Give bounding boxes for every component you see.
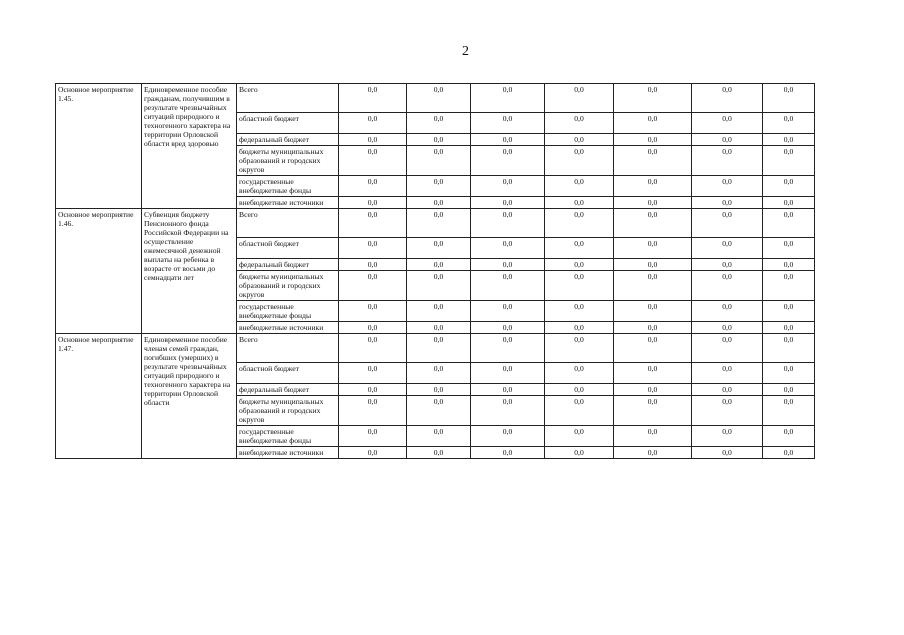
value-cell: 0,0 xyxy=(407,384,471,396)
value-cell: 0,0 xyxy=(545,134,614,146)
value-cell: 0,0 xyxy=(407,209,471,238)
table-row-total xyxy=(56,334,815,363)
value-cell: 0,0 xyxy=(339,322,407,334)
value-cell: 0,0 xyxy=(614,426,692,447)
value-cell: 0,0 xyxy=(339,259,407,271)
value-cell: 0,0 xyxy=(545,113,614,134)
value-cell: 0,0 xyxy=(692,176,763,197)
value-cell: 0,0 xyxy=(545,363,614,384)
value-cell: 0,0 xyxy=(339,447,407,459)
value-cell: 0,0 xyxy=(692,447,763,459)
value-cell: 0,0 xyxy=(692,271,763,301)
value-cell: 0,0 xyxy=(545,334,614,363)
value-cell: 0,0 xyxy=(407,271,471,301)
value-cell: 0,0 xyxy=(614,209,692,238)
value-cell: 0,0 xyxy=(545,197,614,209)
funding-source-cell: государственные внебюджетные фонды xyxy=(237,426,339,447)
value-cell: 0,0 xyxy=(339,176,407,197)
value-cell: 0,0 xyxy=(545,301,614,322)
value-cell: 0,0 xyxy=(471,259,545,271)
value-cell: 0,0 xyxy=(692,426,763,447)
value-cell: 0,0 xyxy=(339,396,407,426)
value-cell: 0,0 xyxy=(339,209,407,238)
value-cell: 0,0 xyxy=(471,384,545,396)
value-cell: 0,0 xyxy=(614,259,692,271)
value-cell: 0,0 xyxy=(339,334,407,363)
value-cell: 0,0 xyxy=(471,146,545,176)
value-cell: 0,0 xyxy=(614,334,692,363)
value-cell: 0,0 xyxy=(407,146,471,176)
value-cell: 0,0 xyxy=(545,447,614,459)
value-cell: 0,0 xyxy=(763,259,815,271)
value-cell: 0,0 xyxy=(614,197,692,209)
value-cell: 0,0 xyxy=(407,322,471,334)
value-cell: 0,0 xyxy=(614,238,692,259)
funding-source-cell: областной бюджет xyxy=(237,113,339,134)
value-cell: 0,0 xyxy=(407,134,471,146)
value-cell: 0,0 xyxy=(339,271,407,301)
value-cell: 0,0 xyxy=(407,334,471,363)
funding-source-cell: Всего xyxy=(237,209,339,238)
funding-source-cell: внебюджетные источники xyxy=(237,197,339,209)
value-cell: 0,0 xyxy=(614,363,692,384)
value-cell: 0,0 xyxy=(763,238,815,259)
funding-source-cell: областной бюджет xyxy=(237,238,339,259)
value-cell: 0,0 xyxy=(545,271,614,301)
value-cell: 0,0 xyxy=(471,301,545,322)
value-cell: 0,0 xyxy=(692,197,763,209)
value-cell: 0,0 xyxy=(763,426,815,447)
value-cell: 0,0 xyxy=(692,146,763,176)
value-cell: 0,0 xyxy=(471,447,545,459)
value-cell: 0,0 xyxy=(545,259,614,271)
value-cell: 0,0 xyxy=(339,363,407,384)
value-cell: 0,0 xyxy=(545,146,614,176)
value-cell: 0,0 xyxy=(407,363,471,384)
value-cell: 0,0 xyxy=(763,271,815,301)
value-cell: 0,0 xyxy=(614,113,692,134)
value-cell: 0,0 xyxy=(545,238,614,259)
value-cell: 0,0 xyxy=(614,322,692,334)
value-cell: 0,0 xyxy=(614,146,692,176)
value-cell: 0,0 xyxy=(614,84,692,113)
value-cell: 0,0 xyxy=(692,209,763,238)
value-cell: 0,0 xyxy=(339,426,407,447)
value-cell: 0,0 xyxy=(614,271,692,301)
value-cell: 0,0 xyxy=(614,176,692,197)
value-cell: 0,0 xyxy=(545,426,614,447)
value-cell: 0,0 xyxy=(692,259,763,271)
value-cell: 0,0 xyxy=(692,363,763,384)
value-cell: 0,0 xyxy=(545,176,614,197)
value-cell: 0,0 xyxy=(339,84,407,113)
value-cell: 0,0 xyxy=(471,271,545,301)
value-cell: 0,0 xyxy=(763,146,815,176)
value-cell: 0,0 xyxy=(407,176,471,197)
value-cell: 0,0 xyxy=(614,134,692,146)
event-description-cell: Единовременное пособие гражданам, получившим в результате чрезвычайных ситуаций природного и техногенного характера на территории Орловской области вред здоровью xyxy=(142,84,237,209)
value-cell: 0,0 xyxy=(692,396,763,426)
value-cell: 0,0 xyxy=(614,301,692,322)
value-cell: 0,0 xyxy=(692,384,763,396)
value-cell: 0,0 xyxy=(407,447,471,459)
value-cell: 0,0 xyxy=(339,238,407,259)
value-cell: 0,0 xyxy=(471,363,545,384)
value-cell: 0,0 xyxy=(692,113,763,134)
table-row-total xyxy=(56,84,815,113)
value-cell: 0,0 xyxy=(471,334,545,363)
funding-source-cell: федеральный бюджет xyxy=(237,384,339,396)
event-name-cell: Основное мероприятие 1.47. xyxy=(56,334,142,459)
funding-source-cell: Всего xyxy=(237,84,339,113)
value-cell: 0,0 xyxy=(471,426,545,447)
funding-source-cell: внебюджетные источники xyxy=(237,322,339,334)
event-name-cell: Основное мероприятие 1.46. xyxy=(56,209,142,334)
funding-source-cell: бюджеты муниципальных образований и городских округов xyxy=(237,146,339,176)
value-cell: 0,0 xyxy=(763,134,815,146)
value-cell: 0,0 xyxy=(407,238,471,259)
value-cell: 0,0 xyxy=(339,197,407,209)
funding-source-cell: федеральный бюджет xyxy=(237,259,339,271)
value-cell: 0,0 xyxy=(407,197,471,209)
value-cell: 0,0 xyxy=(763,363,815,384)
value-cell: 0,0 xyxy=(339,113,407,134)
value-cell: 0,0 xyxy=(545,396,614,426)
page-number: 2 xyxy=(462,44,469,59)
funding-source-cell: государственные внебюджетные фонды xyxy=(237,176,339,197)
value-cell: 0,0 xyxy=(471,396,545,426)
value-cell: 0,0 xyxy=(545,384,614,396)
event-description-cell: Единовременное пособие членам семей граждан, погибших (умерших) в результате чрезвычайных ситуаций природного и техногенного характера на территории Орловской области xyxy=(142,334,237,459)
value-cell: 0,0 xyxy=(614,447,692,459)
value-cell: 0,0 xyxy=(692,134,763,146)
value-cell: 0,0 xyxy=(763,334,815,363)
value-cell: 0,0 xyxy=(407,84,471,113)
funding-source-cell: бюджеты муниципальных образований и городских округов xyxy=(237,396,339,426)
funding-source-cell: федеральный бюджет xyxy=(237,134,339,146)
value-cell: 0,0 xyxy=(339,146,407,176)
value-cell: 0,0 xyxy=(407,426,471,447)
value-cell: 0,0 xyxy=(339,384,407,396)
funding-table xyxy=(55,83,815,459)
value-cell: 0,0 xyxy=(407,396,471,426)
value-cell: 0,0 xyxy=(763,209,815,238)
value-cell: 0,0 xyxy=(763,384,815,396)
value-cell: 0,0 xyxy=(692,301,763,322)
value-cell: 0,0 xyxy=(471,322,545,334)
value-cell: 0,0 xyxy=(763,447,815,459)
value-cell: 0,0 xyxy=(471,134,545,146)
value-cell: 0,0 xyxy=(692,238,763,259)
value-cell: 0,0 xyxy=(614,384,692,396)
value-cell: 0,0 xyxy=(545,209,614,238)
value-cell: 0,0 xyxy=(763,176,815,197)
value-cell: 0,0 xyxy=(471,209,545,238)
value-cell: 0,0 xyxy=(471,176,545,197)
value-cell: 0,0 xyxy=(763,396,815,426)
value-cell: 0,0 xyxy=(763,197,815,209)
value-cell: 0,0 xyxy=(407,259,471,271)
value-cell: 0,0 xyxy=(471,113,545,134)
value-cell: 0,0 xyxy=(471,84,545,113)
value-cell: 0,0 xyxy=(614,396,692,426)
event-description-cell: Субвенция бюджету Пенсионного фонда Российской Федерации на осуществление ежемесячной денежной выплаты на ребенка в возрасте от восьми до семнадцати лет xyxy=(142,209,237,334)
value-cell: 0,0 xyxy=(545,322,614,334)
funding-source-cell: Всего xyxy=(237,334,339,363)
value-cell: 0,0 xyxy=(763,113,815,134)
value-cell: 0,0 xyxy=(339,301,407,322)
value-cell: 0,0 xyxy=(763,301,815,322)
value-cell: 0,0 xyxy=(692,334,763,363)
funding-source-cell: внебюджетные источники xyxy=(237,447,339,459)
value-cell: 0,0 xyxy=(407,301,471,322)
value-cell: 0,0 xyxy=(763,322,815,334)
value-cell: 0,0 xyxy=(339,134,407,146)
value-cell: 0,0 xyxy=(471,197,545,209)
funding-source-cell: областной бюджет xyxy=(237,363,339,384)
value-cell: 0,0 xyxy=(763,84,815,113)
value-cell: 0,0 xyxy=(407,113,471,134)
value-cell: 0,0 xyxy=(471,238,545,259)
event-name-cell: Основное мероприятие 1.45. xyxy=(56,84,142,209)
value-cell: 0,0 xyxy=(692,84,763,113)
table-row-total xyxy=(56,209,815,238)
funding-source-cell: бюджеты муниципальных образований и городских округов xyxy=(237,271,339,301)
value-cell: 0,0 xyxy=(692,322,763,334)
funding-table-body xyxy=(56,84,815,459)
value-cell: 0,0 xyxy=(545,84,614,113)
funding-source-cell: государственные внебюджетные фонды xyxy=(237,301,339,322)
